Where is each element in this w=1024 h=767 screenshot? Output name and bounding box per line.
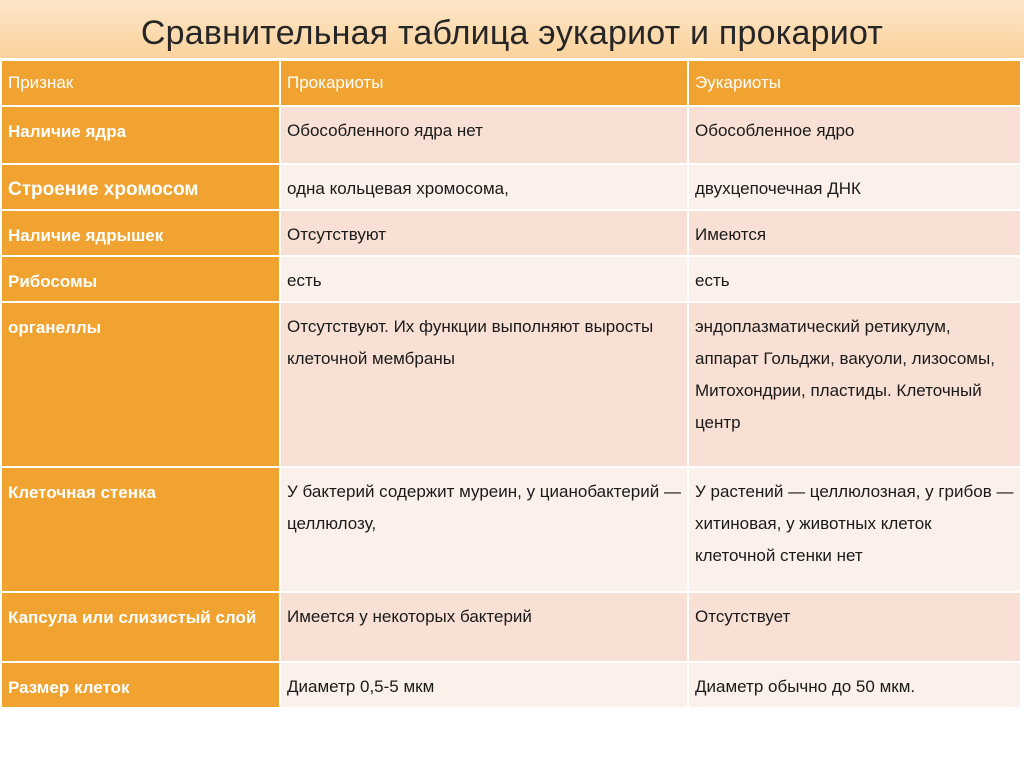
row-prokaryotes: есть <box>280 256 688 302</box>
row-prokaryotes: Отсутствуют <box>280 210 688 256</box>
row-prokaryotes: У бактерий содержит муреин, у цианобактерий — целлюлозу, <box>280 467 688 592</box>
table-row <box>1 592 1021 662</box>
table-row <box>1 467 1021 592</box>
row-prokaryotes: Отсутствуют. Их функции выполняют выросты клеточной мембраны <box>280 302 688 467</box>
table-row <box>1 106 1021 164</box>
row-feature: Наличие ядра <box>1 106 280 164</box>
row-eukaryotes: эндоплазматический ретикулум, аппарат Гольджи, вакуоли, лизосомы, Митохондрии, пластиды. Клеточный центр <box>688 302 1021 467</box>
row-feature: органеллы <box>1 302 280 467</box>
row-eukaryotes: двухцепочечная ДНК <box>688 164 1021 210</box>
header-eukaryotes: Эукариоты <box>688 60 1021 106</box>
row-feature: Строение хромосом <box>1 164 280 210</box>
row-feature: Наличие ядрышек <box>1 210 280 256</box>
table-row <box>1 210 1021 256</box>
table-row <box>1 164 1021 210</box>
header-feature: Признак <box>1 60 280 106</box>
row-eukaryotes: Отсутствует <box>688 592 1021 662</box>
table-row <box>1 662 1021 708</box>
row-prokaryotes: Имеется у некоторых бактерий <box>280 592 688 662</box>
table-row <box>1 256 1021 302</box>
row-eukaryotes: Имеются <box>688 210 1021 256</box>
table-header-row <box>1 60 1021 106</box>
row-eukaryotes: Обособленное ядро <box>688 106 1021 164</box>
row-feature: Клеточная стенка <box>1 467 280 592</box>
row-feature: Капсула или слизистый слой <box>1 592 280 662</box>
comparison-table <box>0 59 1022 709</box>
row-prokaryotes: Диаметр 0,5-5 мкм <box>280 662 688 708</box>
row-eukaryotes: есть <box>688 256 1021 302</box>
row-feature: Рибосомы <box>1 256 280 302</box>
row-feature: Размер клеток <box>1 662 280 708</box>
row-eukaryotes: Диаметр обычно до 50 мкм. <box>688 662 1021 708</box>
header-prokaryotes: Прокариоты <box>280 60 688 106</box>
row-eukaryotes: У растений — целлюлозная, у грибов — хитиновая, у животных клеток клеточной стенки нет <box>688 467 1021 592</box>
slide-title: Сравнительная таблица эукариот и прокариот <box>140 14 884 52</box>
table-row <box>1 302 1021 467</box>
row-prokaryotes: Обособленного ядра нет <box>280 106 688 164</box>
row-prokaryotes: одна кольцевая хромосома, <box>280 164 688 210</box>
